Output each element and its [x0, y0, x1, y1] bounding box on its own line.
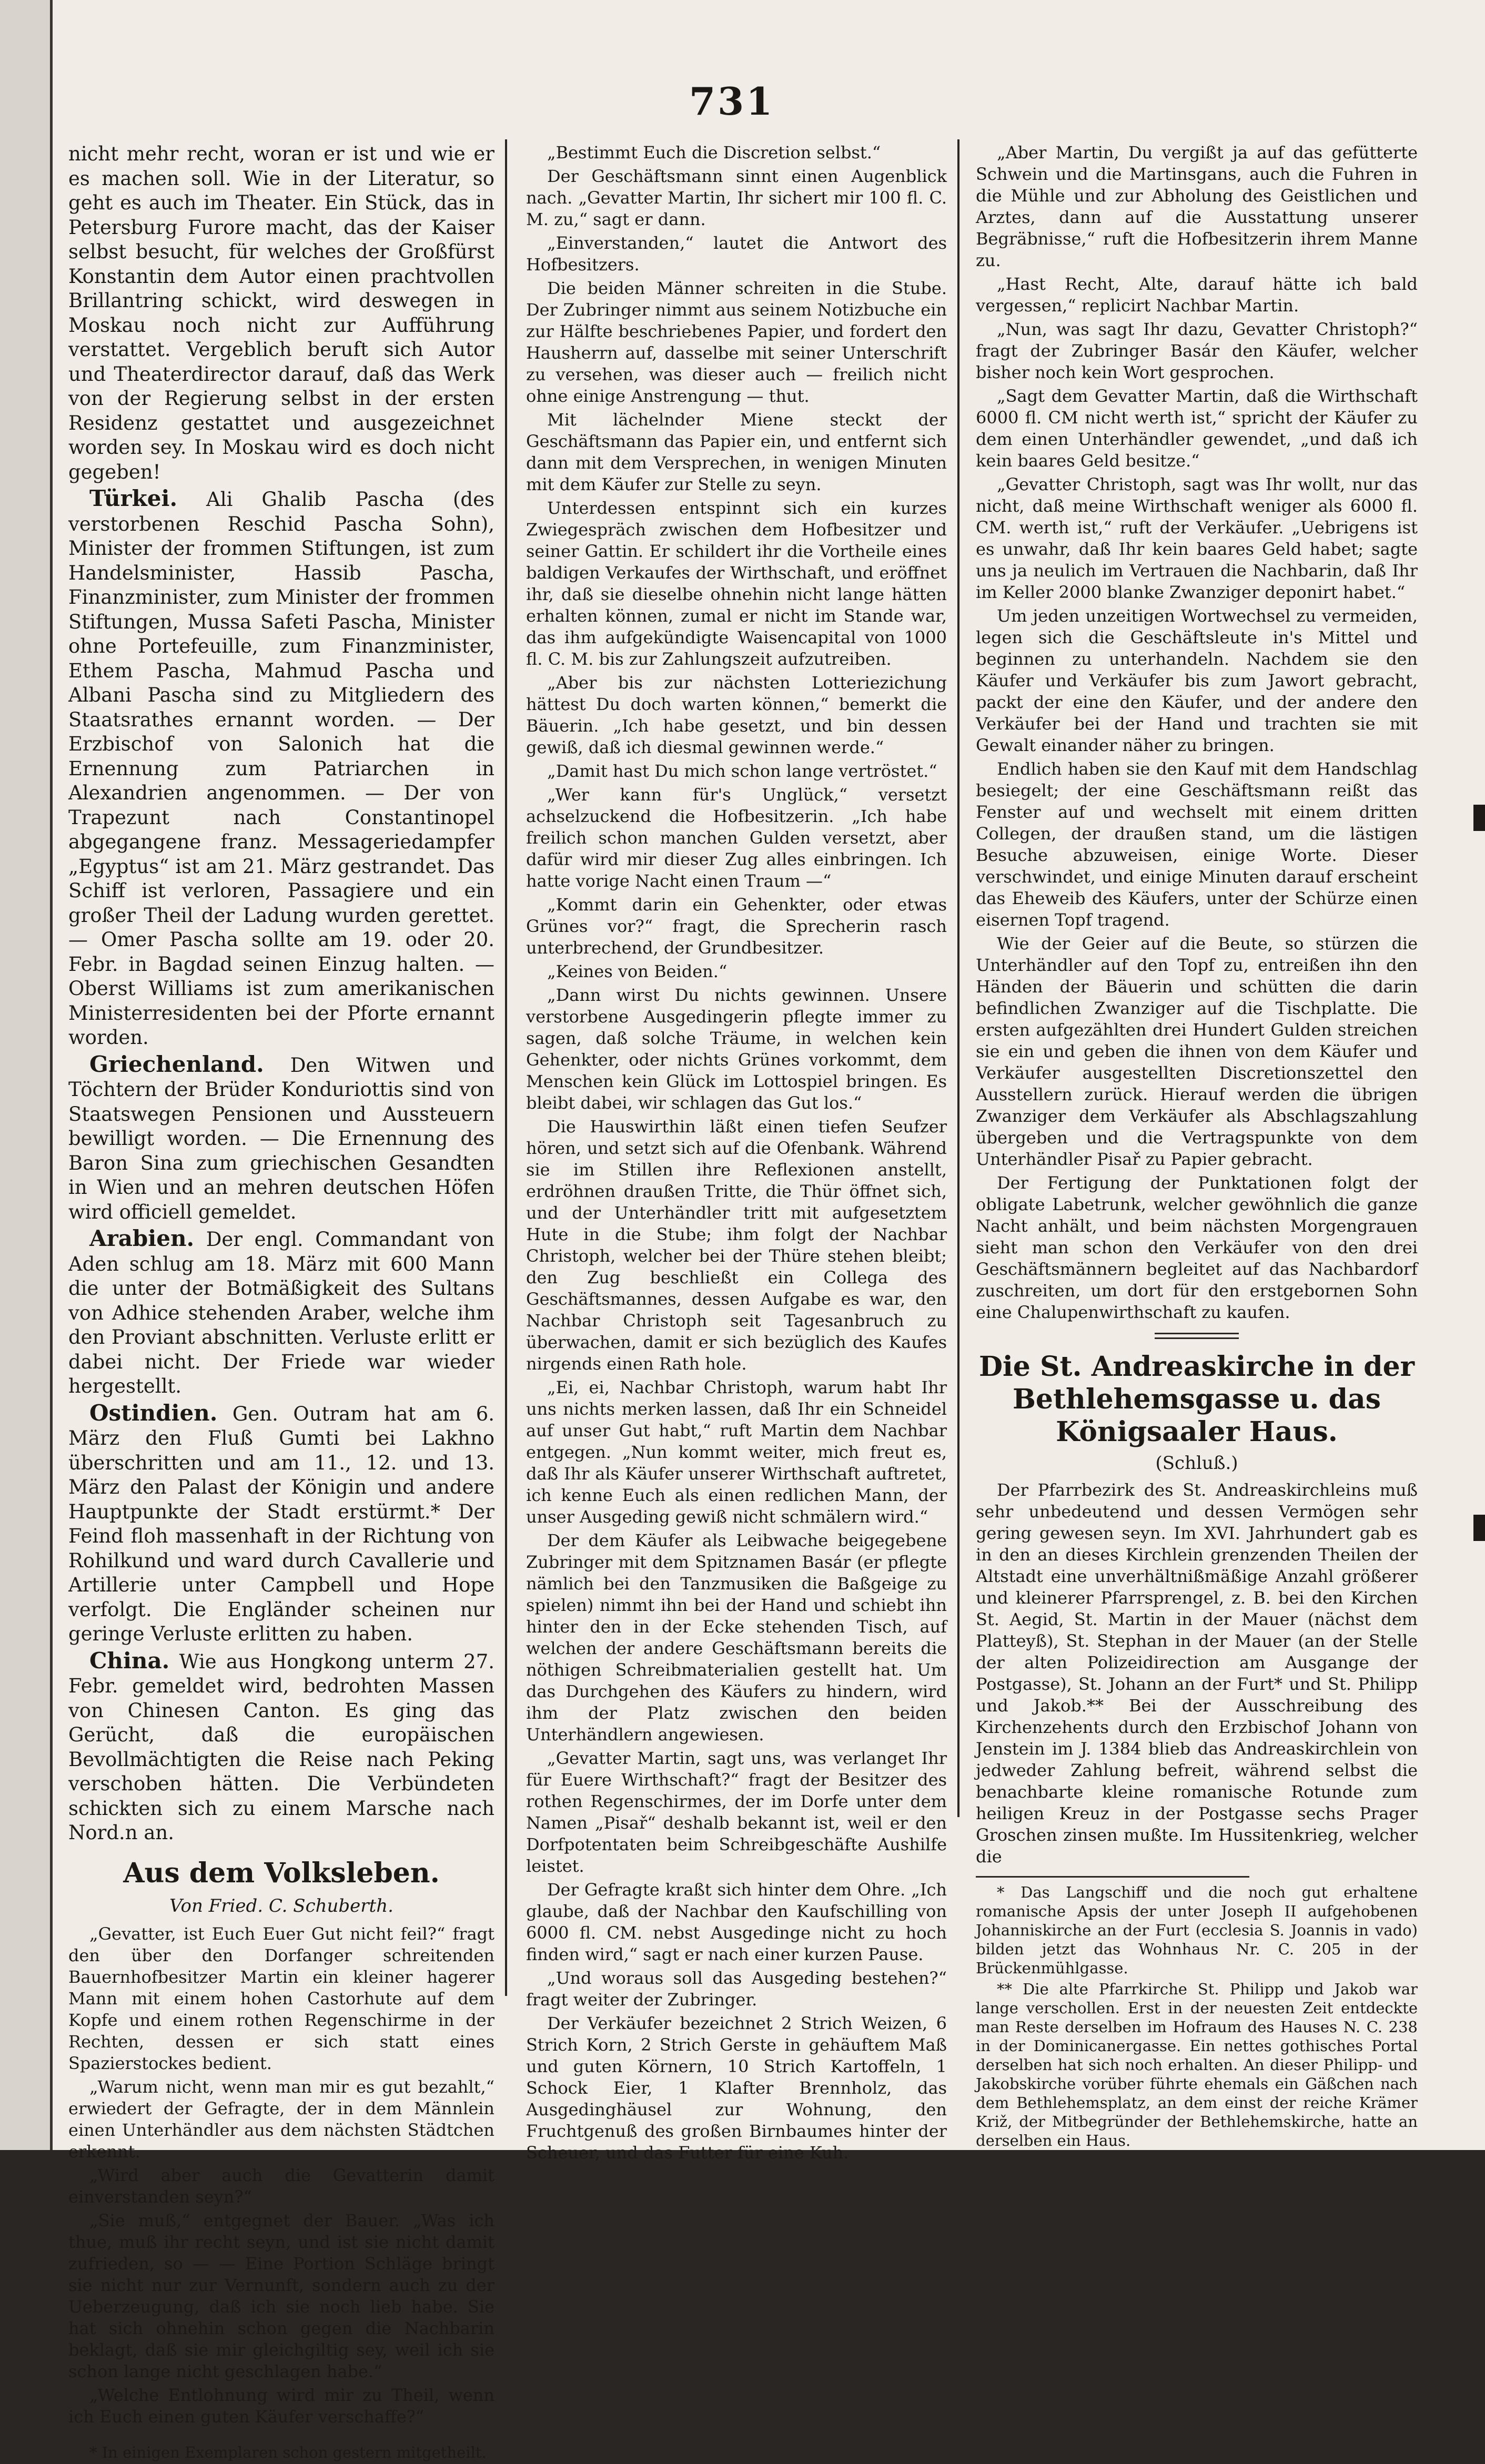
news-text: Den Witwen und Töchtern der Brüder Konduriottis sind von Staatswegen Pensionen und Aussteuern bewilligt worden. — Die Ernennung des Baron Sina zum griechischen Gesandten in Wien und an mehren deutschen Höfen wird officiell gemeldet. — [68, 1053, 494, 1223]
column-left — [68, 142, 494, 2464]
story-paragraph: „Welche Entlohnung wird mir zu Theil, wenn ich Euch einen guten Käufer verschaffe?“ — [68, 2385, 494, 2427]
news-text: Ali Ghalib Pascha (des verstorbenen Reschid Pascha Sohn), Minister der frommen Stiftungen, ist zum Handelsminister, Hassib Pascha, Finanzminister, zum Minister der frommen Stiftungen, Mussa Safeti Pascha, Minister ohne Portefeuille, zum Finanzminister, Ethem Pascha, Mahmud Pascha und Albani Pascha sind zu Mitgliedern des Staatsrathes ernannt worden. — Der Erzbischof von Salonich hat die Ernennung zum Patriarchen in Alexandrien angenommen. — Der von Trapezunt nach Constantinopel abgegangene franz. Messageriedampfer „Egyptus“ ist am 21. März gestrandet. Das Schiff ist verloren, Passagiere und ein großer Theil der Ladung wurden gerettet. — Omer Pascha sollte am 19. oder 20. Febr. in Bagdad seinen Einzug halten. — Oberst Williams ist zum amerikanischen Ministerresidenten bei der Pforte ernannt worden. — [68, 488, 494, 1049]
story-paragraph: „Gevatter Martin, sagt uns, was verlanget Ihr für Euere Wirthschaft?“ fragt der Besitzer des rothen Regenschirmes, der im Dorfe unter dem Namen „Pisař“ deshalb bekannt ist, weil er den Dorfpotentaten beim Schreibgeschäfte Aushilfe leistet. — [526, 1748, 947, 1876]
story-paragraph: „Aber Martin, Du vergißt ja auf das gefütterte Schwein und die Martinsgans, auch die Fuhren in die Mühle und zur Abholung des Geistlichen und Arztes, dann auf die Ausstattung unserer Begräbnisse,“ ruft die Hofbesitzerin ihrem Manne zu. — [976, 143, 1418, 270]
country-label: Ostindien. — [89, 1400, 218, 1426]
country-label: Arabien. — [89, 1225, 195, 1251]
news-paragraph — [68, 1052, 494, 1225]
article-subtitle: (Schluß.) — [1155, 1453, 1238, 1474]
section-divider — [1155, 1333, 1239, 1339]
column-rule — [505, 139, 507, 1996]
story-paragraph: „Gevatter, ist Euch Euer Gut nicht feil?“ fragt den über den Dorfanger schreitenden Bauernhofbesitzer Martin ein kleiner hagerer Mann mit einem hohen Castorhute auf dem Kopfe und einem rothen Regenschirme in der Rechten, dessen er sich statt eines Spazierstockes bedient. — [68, 1924, 494, 2073]
story-paragraph: Der dem Käufer als Leibwache beigegebene Zubringer mit dem Spitznamen Basár (er pflegte nämlich bei den Tanzmusiken die Baßgeige zu spielen) nimmt ihn bei der Hand und schiebt ihn hinter den in der Ecke stehenden Tisch, auf welchen der andere Geschäftsmann bereits die nöthigen Schreibmaterialien gestellt hat. Um das Durchgehen des Käufers zu hindern, wird ihm der Platz zwischen den beiden Unterhändlern angewiesen. — [526, 1530, 947, 1745]
story-paragraph: Der Geschäftsmann sinnt einen Augenblick nach. „Gevatter Martin, Ihr sichert mir 100 fl. C. M. zu,“ sagt er dann. — [526, 166, 947, 229]
article-paragraph: Der Pfarrbezirk des St. Andreaskirchleins muß sehr unbedeutend und dessen Vermögen sehr gering gewesen seyn. Im XVI. Jahrhundert gab es in den an dieses Kirchlein grenzenden Theilen der Altstadt eine unverhältnißmäßige Anzahl größerer und kleinerer Pfarrsprengel, z. B. bei den Kirchen St. Aegid, St. Martin in der Mauer (nächst dem Platteyß), St. Stephan in der Mauer (an der Stelle der alten Polizeidirection am Ausgange der Postgasse), St. Johann an der Furt* und St. Philipp und Jakob.** Bei der Ausschreibung des Kirchenzehents durch den Erzbischof Johann von Jenstein im J. 1384 blieb das Andreaskirchlein von jedweder Zahlung befreit, während selbst die benachbarte kleine romanische Rotunde zum heiligen Kreuz in der Postgasse sechs Prager Groschen zinsen mußte. Im Hussitenkrieg, welcher die — [976, 1480, 1418, 1867]
story-paragraph: Der Verkäufer bezeichnet 2 Strich Weizen, 6 Strich Korn, 2 Strich Gerste in gehäuftem Maß und guten Körnern, 10 Strich Kartoffeln, 1 Schock Eier, 1 Klafter Brennholz, das Ausgedinghäusel zur Wohnung, den Fruchtgenuß des großen Birnbaumes hinter der Scheuer, und das Futter für eine Kuh. — [526, 2013, 947, 2163]
news-paragraph: nicht mehr recht, woran er ist und wie er es machen soll. Wie in der Literatur, so geht es auch im Theater. Ein Stück, das in Petersburg Furore macht, das der Kaiser selbst besucht, für welches der Großfürst Konstantin dem Autor einen prachtvollen Brillantring schickt, wird deswegen in Moskau noch nicht zur Aufführung verstattet. Vergeblich beruft sich Autor und Theaterdirector darauf, daß das Werk von der Regierung selbst in der ersten Residenz gestattet und ausgezeichnet worden sey. In Moskau wird es doch nicht gegeben! — [68, 143, 494, 483]
story-paragraph: „Wer kann für's Unglück,“ versetzt achselzuckend die Hofbesitzerin. „Ich habe freilich schon manchen Gulden versetzt, aber dafür wird mir dieser Zug alles einbringen. Ich hatte vorige Nacht einen Traum —“ — [526, 785, 947, 891]
story-paragraph: Der Gefragte kraßt sich hinter dem Ohre. „Ich glaube, daß der Nachbar den Kaufschilling von 6000 fl. CM. nebst Ausgedinge nicht zu hoch finden wird,“ sagt er nach einer kurzen Pause. — [526, 1880, 947, 1964]
story-paragraph: „Dann wirst Du nichts gewinnen. Unsere verstorbene Ausgedingerin pflegte immer zu sagen, daß solche Träume, in welchen kein Gehenkter, oder nichts Grünes vorkommt, dem Menschen kein Glück im Lottospiel bringen. Es bleibt dabei, wir schlagen das Gut los.“ — [526, 985, 947, 1113]
story-paragraph: „Warum nicht, wenn man mir es gut bezahlt,“ erwiedert der Gefragte, der in dem Männlein einen Unterhändler aus dem nächsten Städtchen erkennt. — [68, 2077, 494, 2162]
story-paragraph: „Bestimmt Euch die Discretion selbst.“ — [547, 143, 881, 163]
story-paragraph: „Aber bis zur nächsten Lotteriezichung hättest Du doch warten können,“ bemerkt die Bäuerin. „Ich habe gesetzt, und bin dessen gewiß, daß ich diesmal gewinnen werde.“ — [526, 673, 947, 757]
column-right — [976, 142, 1418, 2152]
country-label: Griechenland. — [89, 1051, 264, 1077]
news-text: Der engl. Commandant von Aden schlug am 18. März mit 600 Mann die unter der Botmäßigkeit des Sultans von Adhice stehenden Araber, welche ihm den Proviant abschnitten. Verluste erlitt er dabei nicht. Der Friede war wieder hergestellt. — [68, 1228, 494, 1397]
news-paragraph — [68, 1226, 494, 1399]
story-paragraph: Der Fertigung der Punktationen folgt der obligate Labetrunk, welcher gewöhnlich die ganze Nacht anhält, und beim nächsten Morgengrauen sieht man schon den Verkäufer von den drei Geschäftsmännern begleitet auf das Nachbardorf zuschreiten, um dort für den erstgebornen Sohn eine Chalupenwirthschaft zu kaufen. — [976, 1173, 1418, 1322]
story-paragraph: Endlich haben sie den Kauf mit dem Handschlag besiegelt; der eine Geschäftsmann reißt das Fenster auf und wechselt mit einem dritten Collegen, der draußen stand, um die lästigen Besuche abzuweisen, einige Worte. Dieser verschwindet, und einige Minuten darauf erscheint das Eheweib des Käufers, unter der Schürze einen eisernen Topf tragend. — [976, 759, 1418, 930]
story-paragraph: „Wird aber auch die Gevatterin damit einverstanden seyn?“ — [68, 2165, 494, 2207]
story-paragraph: „Gevatter Christoph, sagt was Ihr wollt, nur das nicht, daß meine Wirthschaft weniger als 6000 fl. CM. werth ist,“ ruft der Verkäufer. „Uebrigens ist es unwahr, daß Ihr kein baares Geld habet; sagte uns ja neulich im Vertrauen die Nachbarin, daß Ihr im Keller 2000 blanke Zwanziger deponirt habet.“ — [976, 474, 1418, 602]
column-rule — [957, 139, 959, 1817]
story-paragraph: „Ei, ei, Nachbar Christoph, warum habt Ihr uns nichts merken lassen, daß Ihr ein Schneidel auf unser Gut habt,“ ruft Martin dem Nachbar entgegen. „Nun kommt weiter, mich freut es, daß Ihr als Käufer unserer Wirthschaft auftretet, ich kenne Euch als einen redlichen Mann, der unser Ausgeding gewiß nicht schmälern wird.“ — [526, 1377, 947, 1527]
story-paragraph: „Einverstanden,“ lautet die Antwort des Hofbesitzers. — [526, 233, 947, 275]
story-paragraph: „Und woraus soll das Ausgeding bestehen?“ fragt weiter der Zubringer. — [526, 1968, 947, 2010]
footnote: * Das Langschiff und die noch gut erhaltene romanische Apsis der unter Joseph II aufgehobenen Johanniskirche an der Furt (ecclesia S. Joannis in vado) bilden jetzt das Wohnhaus Nr. C. 205 in der Brückenmühlgasse. — [976, 1883, 1418, 1977]
article-byline: Von Fried. C. Schuberth. — [169, 1895, 393, 1917]
story-paragraph: „Damit hast Du mich schon lange vertröstet.“ — [547, 761, 937, 781]
story-paragraph: Die beiden Männer schreiten in die Stube. Der Zubringer nimmt aus seinem Notizbuche ein zur Hälfte beschriebenes Papier, und fordert den Hausherrn auf, dasselbe mit seiner Unterschrift zu versehen, was dieser auch — freilich nicht ohne einige Anstrengung — thut. — [526, 278, 947, 406]
footnote-rule — [976, 1876, 1249, 1878]
country-label: Türkei. — [89, 485, 178, 511]
story-paragraph: „Hast Recht, Alte, darauf hätte ich bald vergessen,“ replicirt Nachbar Martin. — [976, 274, 1418, 316]
footnote: * In einigen Exemplaren schon gestern mitgetheilt. — [89, 2443, 487, 2461]
story-paragraph: „Kommt darin ein Gehenkter, oder etwas Grünes vor?“ fragt, die Sprecherin rasch unterbrechend, der Grundbesitzer. — [526, 895, 947, 958]
news-paragraph — [68, 1401, 494, 1647]
article-heading: Aus dem Volksleben. — [123, 1857, 440, 1889]
column-middle — [526, 142, 947, 2166]
adjacent-page-edge — [0, 0, 53, 2150]
page-edge-mark — [1473, 1515, 1485, 1541]
story-paragraph: „Sie muß,“ entgegnet der Bauer. „Was ich thue, muß ihr recht seyn, und ist sie nicht damit zufrieden, so — — Eine Portion Schläge bringt sie nicht nur zur Vernunft, sondern auch zu der Ueberzeugung, daß ich sie noch lieb habe. Sie hat sich ohnehin schon gegen die Nachbarin beklagt, daß sie mir gleichgiltig sey, weil ich sie schon lange nicht geschlagen habe.“ — [68, 2210, 494, 2381]
news-paragraph — [68, 486, 494, 1050]
page-number: 731 — [689, 79, 775, 124]
page-edge-mark — [1473, 805, 1485, 831]
news-text: Wie aus Hongkong unterm 27. Febr. gemeldet wird, bedrohten Massen von Chinesen Canton. Es ging das Gerücht, daß die europäischen Bevollmächtigten die Reise nach Peking verschoben hätten. Die Verbündeten schickten sich zu einem Marsche nach Nord.n an. — [68, 1650, 494, 1844]
story-paragraph: „Nun, was sagt Ihr dazu, Gevatter Christoph?“ fragt der Zubringer Basár den Käufer, welcher bisher noch kein Wort gesprochen. — [976, 319, 1418, 382]
story-paragraph: „Sagt dem Gevatter Martin, daß die Wirthschaft 6000 fl. CM nicht werth ist,“ spricht der Käufer zu dem einen Unterhändler gewendet, „und daß ich kein baares Geld besitze.“ — [976, 386, 1418, 471]
footnote-rule — [68, 2436, 342, 2438]
story-paragraph: Mit lächelnder Miene steckt der Geschäftsmann das Papier ein, und entfernt sich dann mit dem Versprechen, in wenigen Minuten mit dem Käufer zur Stelle zu seyn. — [526, 410, 947, 494]
story-paragraph: Um jeden unzeitigen Wortwechsel zu vermeiden, legen sich die Geschäftsleute in's Mittel und beginnen zu unterhandeln. Nachdem sie den Käufer und Verkäufer bis zum Jawort gebracht, packt der eine den Käufer, und der andere den Verkäufer bei der Hand und trachten sie mit Gewalt einander näher zu bringen. — [976, 606, 1418, 755]
country-label: China. — [89, 1647, 170, 1674]
news-text: Gen. Outram hat am 6. März den Fluß Gumti bei Lakhno überschritten und am 11., 12. und 13. März den Palast der Königin und andere Hauptpunkte der Stadt erstürmt.* Der Feind floh massenhaft in der Richtung von Rohilkund und ward durch Cavallerie und Artillerie unter Campbell und Hope verfolgt. Die Engländer scheinen nur geringe Verluste erlitten zu haben. — [68, 1402, 494, 1645]
story-paragraph: „Keines von Beiden.“ — [547, 961, 728, 981]
news-paragraph — [68, 1649, 494, 1846]
article-heading: Die St. Andreaskirche in der Bethlehemsgasse u. das Königsaaler Haus. — [978, 1351, 1415, 1448]
story-paragraph: Unterdessen entspinnt sich ein kurzes Zwiegespräch zwischen dem Hofbesitzer und seiner Gattin. Er schildert ihr die Vortheile eines baldigen Verkaufes der Wirthschaft, und eröffnet ihr, daß sie dieselbe ohnehin nicht lange hätten erhalten können, zumal er nicht im Stande war, das ihm aufgekündigte Waisencapital von 1000 fl. C. M. bis zur Zahlungszeit aufzutreiben. — [526, 498, 947, 669]
story-paragraph: Wie der Geier auf die Beute, so stürzen die Unterhändler auf den Topf zu, entreißen ihn den Händen der Bäuerin und schütten die darin befindlichen Zwanziger auf die Tischplatte. Die ersten aufgezählten drei Hundert Gulden streichen sie ein und geben die ihnen von dem Käufer und Verkäufer ausgestellten Discretionszettel den Ausstellern zurück. Hierauf werden die übrigen Zwanziger dem Verkäufer als Abschlagszahlung übergeben und die Vertragspunkte von dem Unterhändler Pisař zu Papier gebracht. — [976, 934, 1418, 1169]
story-paragraph: Die Hauswirthin läßt einen tiefen Seufzer hören, und setzt sich auf die Ofenbank. Während sie im Stillen ihre Reflexionen anstellt, erdröhnen draußen Tritte, die Thür öffnet sich, und der Unterhändler tritt mit aufgesetztem Hute in die Stube; ihm folgt der Nachbar Christoph, welcher bei der Thüre stehen bleibt; den Zug beschließt ein Collega des Geschäftsmannes, dessen Aufgabe es war, den Nachbar Christoph seit Tagesanbruch zu überwachen, damit er sich bezüglich des Kaufes nirgends einen Rath hole. — [526, 1117, 947, 1374]
footnote: ** Die alte Pfarrkirche St. Philipp und Jakob war lange verschollen. Erst in der neuesten Zeit entdeckte man Reste derselben im Hofraum des Hauses N. C. 238 in der Dominicanergasse. Ein nettes gothisches Portal derselben hat sich noch erhalten. An dieser Philipp- und Jakobskirche vorüber führte ehemals ein Gäßchen nach dem Bethlehemsplatz, an dem einst der reiche Krämer Križ, der Mitbegründer der Bethlehemskirche, hatte an derselben ein Haus. — [976, 1980, 1418, 2149]
